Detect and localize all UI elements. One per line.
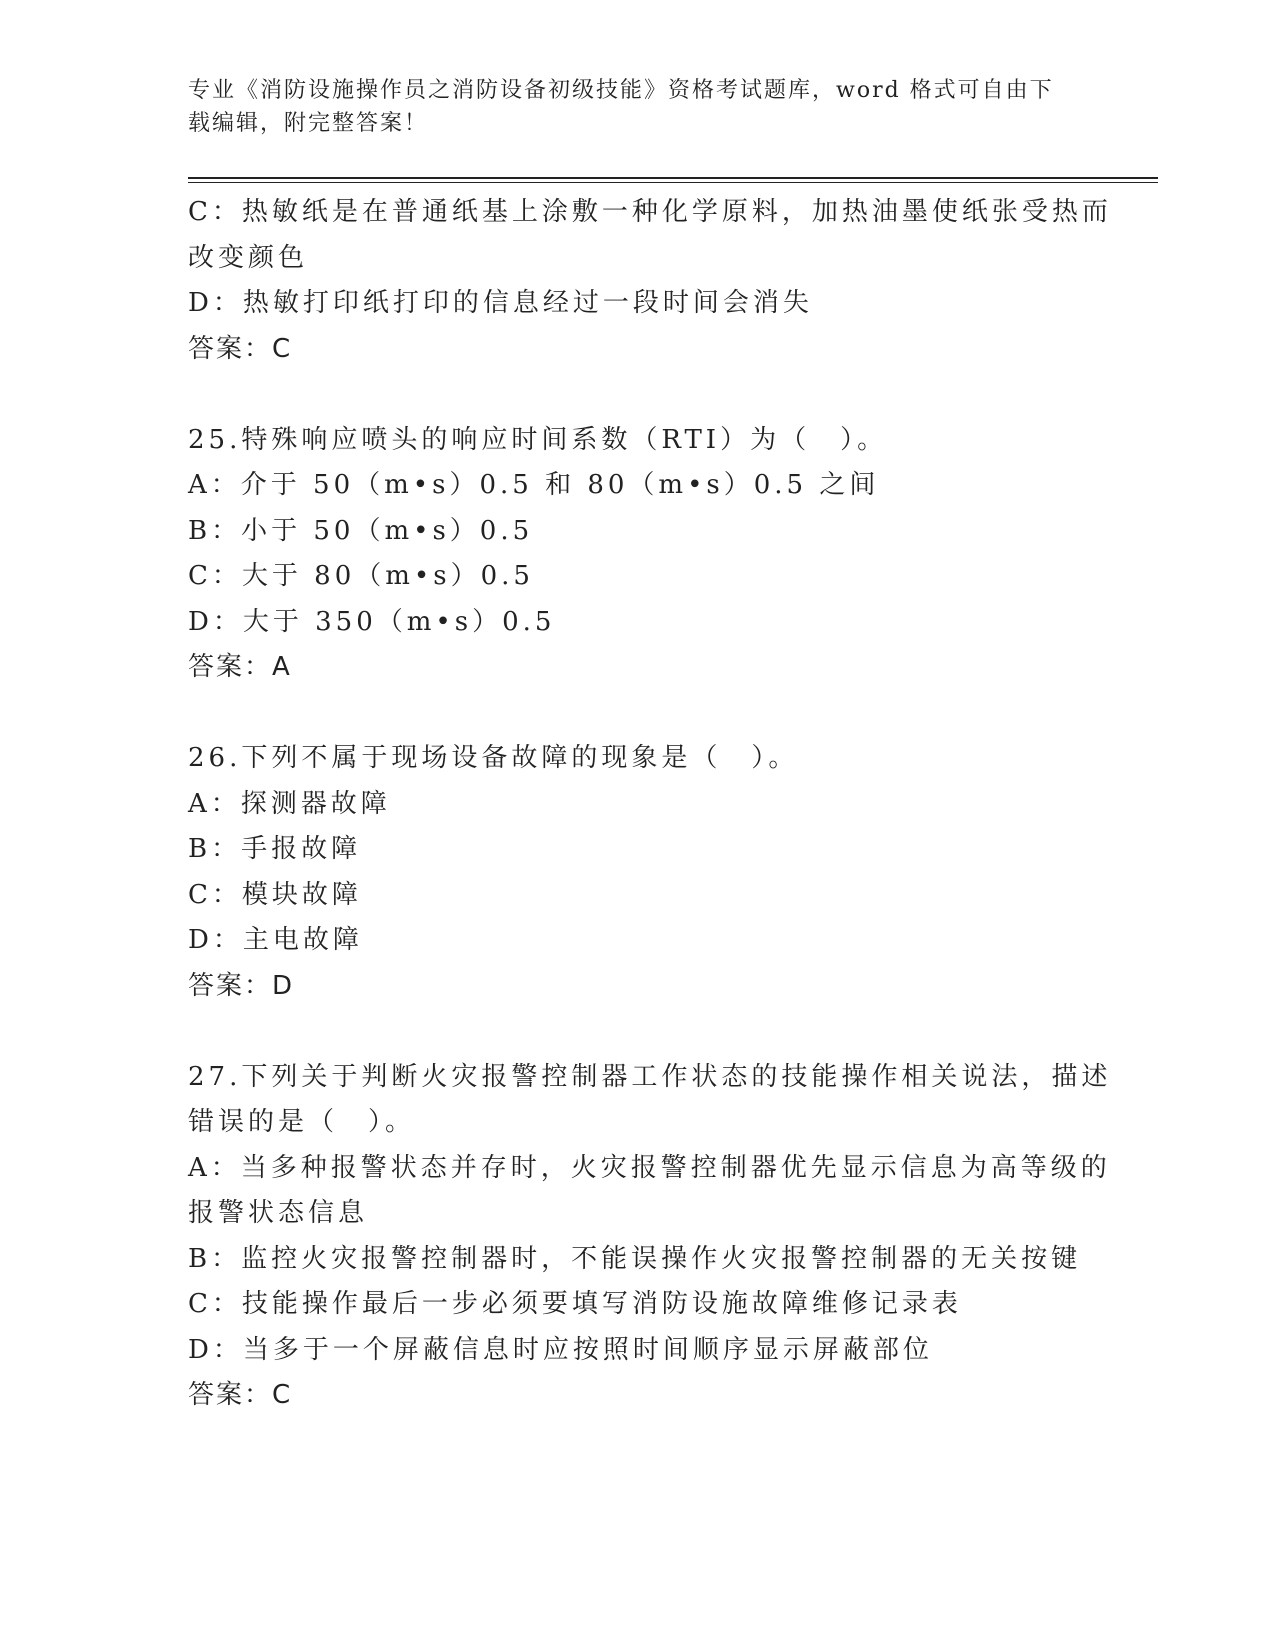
- spacer: [188, 1009, 1088, 1055]
- question-25-block: [188, 418, 1088, 691]
- header-rule-thin: [188, 182, 1158, 183]
- question-content: [188, 190, 1112, 1419]
- spacer: [188, 372, 1088, 418]
- question-25-option-b: B：小于 50（m•s）0.5: [188, 515, 534, 546]
- question-25-answer: 答案：A: [188, 652, 292, 682]
- question-26-option-a: A：探测器故障: [188, 788, 391, 819]
- question-26-option-d: D：主电故障: [188, 925, 363, 955]
- answer: 答案：C: [188, 333, 293, 364]
- question-27-option-a-line-2: 报警状态信息: [188, 1198, 369, 1228]
- question-25-option-a: A：介于 50（m•s）0.5 和 80（m•s）0.5 之间: [188, 470, 880, 500]
- option-c-line-1: C：热敏纸是在普通纸基上涂敷一种化学原料，加热油墨使纸张受热而: [188, 197, 1112, 227]
- question-25-stem: 25.特殊响应喷头的响应时间系数（RTI）为（ ）。: [188, 424, 888, 455]
- question-27-option-d: D：当多于一个屏蔽信息时应按照时间顺序显示屏蔽部位: [188, 1334, 933, 1365]
- question-27-block: [188, 1055, 1112, 1419]
- question-26-option-c: C：模块故障: [188, 879, 362, 910]
- question-26-option-b: B：手报故障: [188, 834, 362, 864]
- question-27-stem-line-2: 错误的是（ ）。: [188, 1107, 416, 1137]
- question-25-option-c: C：大于 80（m•s）0.5: [188, 561, 534, 591]
- header-line-1: 专业《消防设施操作员之消防设备初级技能》资格考试题库，word 格式可自由下: [188, 78, 1054, 103]
- question-27-option-b: B：监控火灾报警控制器时，不能误操作火灾报警控制器的无关按键: [188, 1243, 1082, 1274]
- question-25-option-d: D：大于 350（m•s）0.5: [188, 606, 556, 637]
- question-27-stem-line-1: 27.下列关于判断火灾报警控制器工作状态的技能操作相关说法，描述: [188, 1061, 1112, 1092]
- spacer: [188, 691, 1088, 737]
- option-c-line-2: 改变颜色: [188, 242, 309, 273]
- question-27-answer: 答案：C: [188, 1380, 293, 1410]
- header-rule-thick: [188, 177, 1158, 179]
- question-27-option-c: C：技能操作最后一步必须要填写消防设施故障维修记录表: [188, 1289, 962, 1319]
- question-26-block: [188, 736, 1088, 1009]
- question-26-stem: 26.下列不属于现场设备故障的现象是（ ）。: [188, 743, 799, 773]
- question-26-answer: 答案：D: [188, 970, 295, 1001]
- option-d: D：热敏打印纸打印的信息经过一段时间会消失: [188, 288, 813, 318]
- prev-question-block: [188, 190, 1112, 372]
- question-27-option-a-line-1: A：当多种报警状态并存时，火灾报警控制器优先显示信息为高等级的: [188, 1152, 1111, 1183]
- header-line-2: 载编辑，附完整答案！: [188, 111, 429, 136]
- page-header: [188, 74, 1088, 140]
